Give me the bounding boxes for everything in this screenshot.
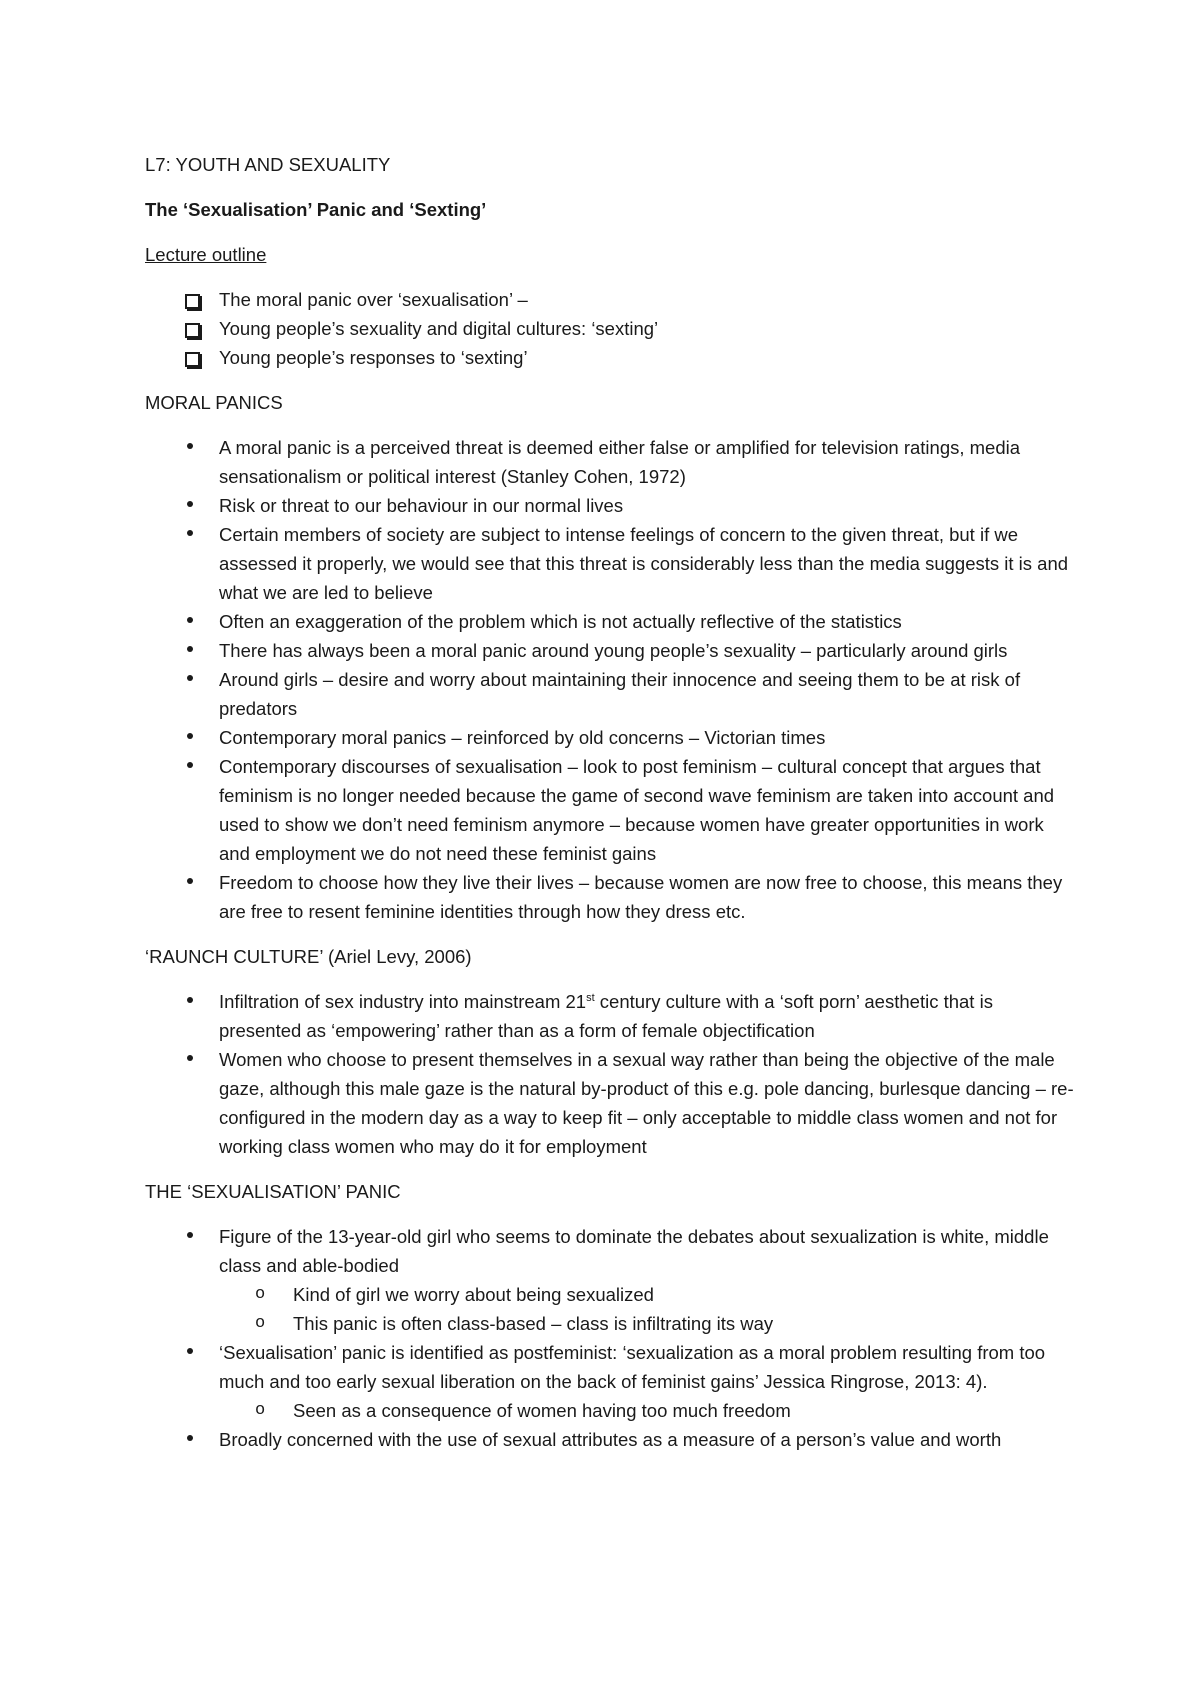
list-item: Certain members of society are subject to intense feelings of concern to the given threat, but if we assessed it properly, we would see that this threat is considerably less than the media suggests it is and what we are led to believe (145, 520, 1075, 607)
lecture-outline-heading: Lecture outline (145, 244, 267, 265)
list-item: A moral panic is a perceived threat is deemed either false or amplified for television ratings, media sensationalism or political interest (Stanley Cohen, 1972) (145, 433, 1075, 491)
document-body (145, 150, 1075, 1470)
bullet-icon (187, 530, 193, 536)
lecture-outline-list (145, 285, 1075, 372)
checkbox-icon (185, 352, 200, 367)
bullet-icon (187, 675, 193, 681)
sub-list (219, 1396, 1075, 1425)
sexualisation-panic-heading: THE ‘SEXUALISATION’ PANIC (145, 1181, 401, 1202)
document-subtitle: The ‘Sexualisation’ Panic and ‘Sexting’ (145, 199, 487, 220)
checkbox-icon (185, 294, 200, 309)
bullet-icon (187, 997, 193, 1003)
bullet-icon (187, 646, 193, 652)
list-item: Infiltration of sex industry into mainstream 21st century culture with a ‘soft porn’ aesthetic that is presented as ‘empowering’ rather than as a form of female objectification (145, 987, 1075, 1045)
list-item: There has always been a moral panic around young people’s sexuality – particularly around girls (145, 636, 1075, 665)
bullet-icon (187, 443, 193, 449)
sub-list-item: o Seen as a consequence of women having too much freedom (219, 1396, 1075, 1425)
circle-bullet-icon: o (255, 1401, 266, 1420)
moral-panics-heading: MORAL PANICS (145, 392, 283, 413)
list-item: Contemporary discourses of sexualisation – look to post feminism – cultural concept that argues that feminism is no longer needed because the game of second wave feminism are taken into account and used to show we don’t need feminism anymore – because women have greater opportunities in work and employment we do not need these feminist gains (145, 752, 1075, 868)
list-item: Around girls – desire and worry about maintaining their innocence and seeing them to be at risk of predators (145, 665, 1075, 723)
bullet-icon (187, 878, 193, 884)
list-item: ‘Sexualisation’ panic is identified as postfeminist: ‘sexualization as a moral problem resulting from too much and too early sexual liberation on the back of feminist gains’ Jessica Ringrose, 2013: 4). o Seen as a consequence of women having too much freedom (145, 1338, 1075, 1425)
list-item: Freedom to choose how they live their lives – because women are now free to choose, this means they are free to resent feminine identities through how they dress etc. (145, 868, 1075, 926)
bullet-icon (187, 1232, 193, 1238)
bullet-icon (187, 1055, 193, 1061)
list-item: Often an exaggeration of the problem which is not actually reflective of the statistics (145, 607, 1075, 636)
list-item: Women who choose to present themselves in a sexual way rather than being the objective of the male gaze, although this male gaze is the natural by-product of this e.g. pole dancing, burlesque dancing – re-configured in the modern day as a way to keep fit – only acceptable to middle class women and not for working class women who may do it for employment (145, 1045, 1075, 1161)
raunch-culture-list (145, 987, 1075, 1161)
bullet-icon (187, 1435, 193, 1441)
outline-item: Young people’s responses to ‘sexting’ (145, 343, 1075, 372)
list-item: Risk or threat to our behaviour in our normal lives (145, 491, 1075, 520)
raunch-culture-heading: ‘RAUNCH CULTURE’ (Ariel Levy, 2006) (145, 946, 472, 967)
list-item: Broadly concerned with the use of sexual attributes as a measure of a person’s value and worth (145, 1425, 1075, 1454)
bullet-icon (187, 501, 193, 507)
bullet-icon (187, 733, 193, 739)
checkbox-icon (185, 323, 200, 338)
bullet-icon (187, 1348, 193, 1354)
list-item: Figure of the 13-year-old girl who seems to dominate the debates about sexualization is white, middle class and able-bodied o Kind of girl we worry about being sexualized o This panic is often class-based – class is infiltrating its way (145, 1222, 1075, 1338)
circle-bullet-icon: o (255, 1285, 266, 1304)
sub-list (219, 1280, 1075, 1338)
sub-list-item: o Kind of girl we worry about being sexualized (219, 1280, 1075, 1309)
outline-item: Young people’s sexuality and digital cultures: ‘sexting’ (145, 314, 1075, 343)
bullet-icon (187, 762, 193, 768)
moral-panics-list (145, 433, 1075, 926)
sexualisation-panic-list (145, 1222, 1075, 1454)
circle-bullet-icon: o (255, 1314, 266, 1333)
bullet-icon (187, 617, 193, 623)
list-item: Contemporary moral panics – reinforced by old concerns – Victorian times (145, 723, 1075, 752)
sub-list-item: o This panic is often class-based – class is infiltrating its way (219, 1309, 1075, 1338)
outline-item: The moral panic over ‘sexualisation’ – (145, 285, 1075, 314)
document-title: L7: YOUTH AND SEXUALITY (145, 154, 391, 175)
